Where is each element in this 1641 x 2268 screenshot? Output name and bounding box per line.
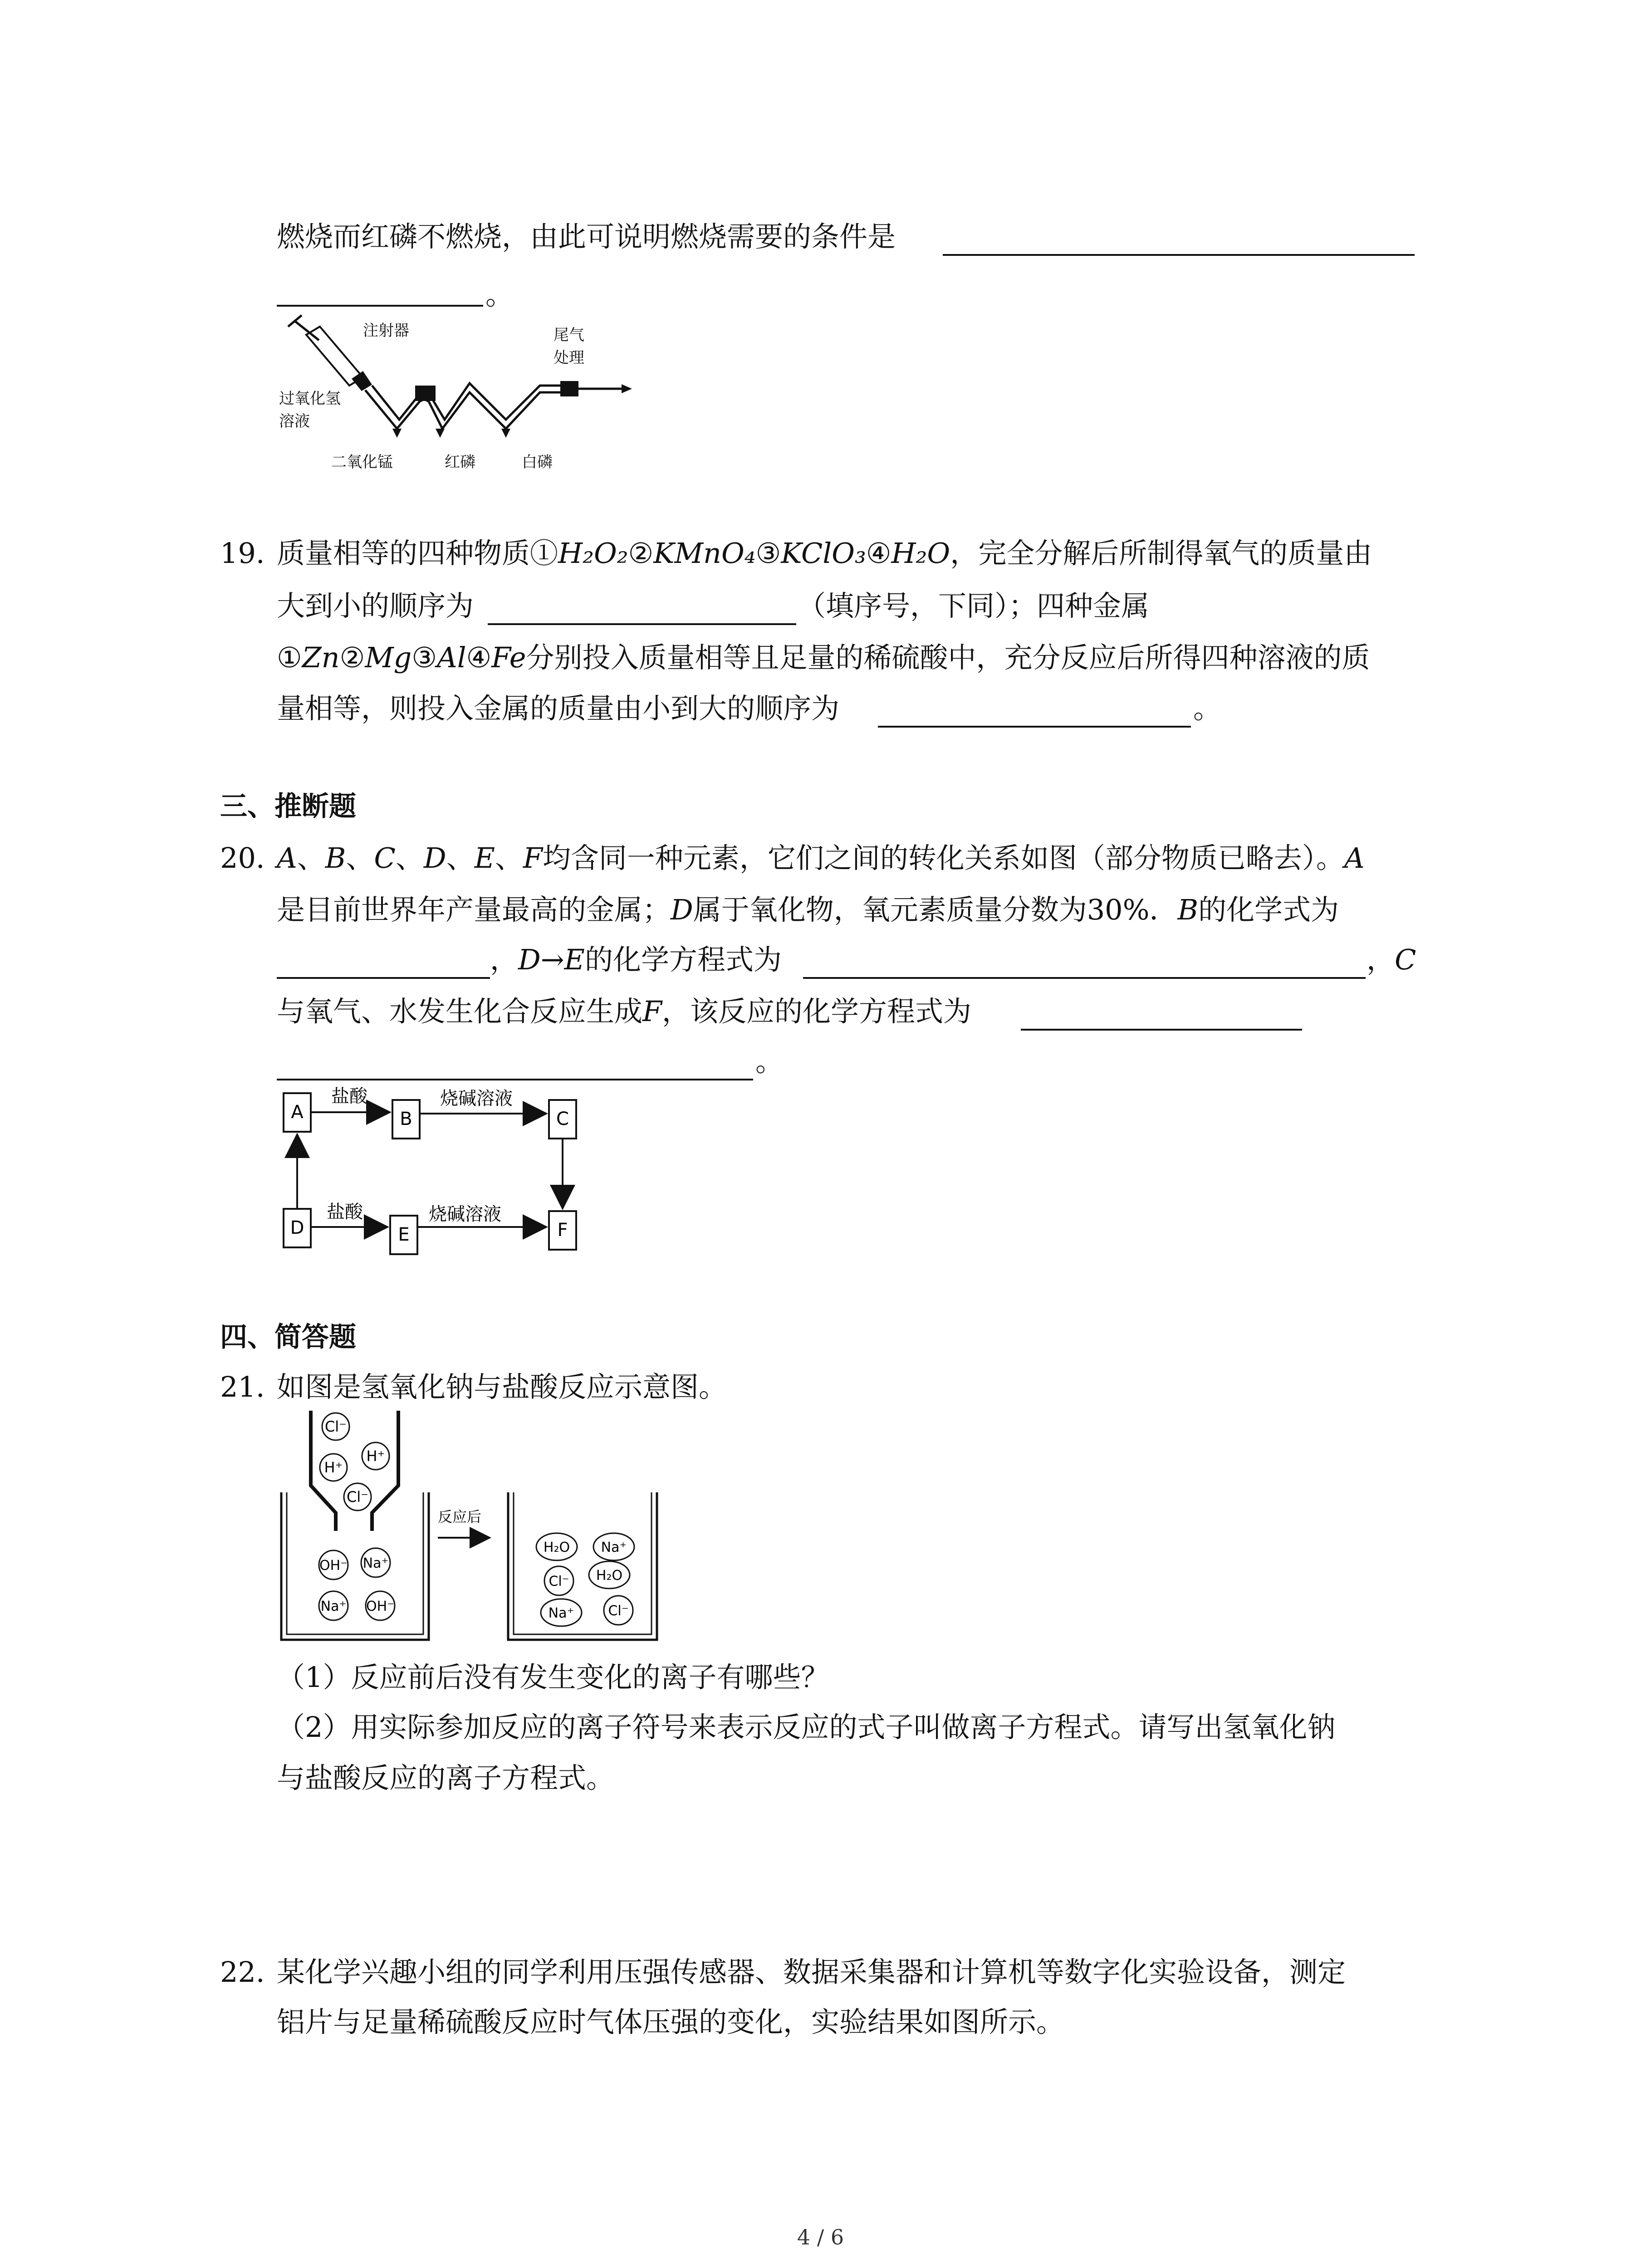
ion-na-3: Na⁺	[601, 1540, 627, 1555]
q21-sub-2: （2）用实际参加反应的离子符号来表示反应的式子叫做离子方程式。请写出氢氧化钠	[277, 1711, 1336, 1744]
ion-na-4: Na⁺	[548, 1605, 574, 1621]
q18-line2-end: 。	[485, 278, 514, 311]
q19-line2-a: 大到小的顺序为	[277, 589, 474, 622]
section-4-heading: 四、简答题	[220, 1321, 356, 1353]
q19-line4-a: 量相等，则投入金属的质量由小到大的顺序为	[277, 692, 840, 725]
label-tail-2: 处理	[554, 349, 584, 367]
beaker-right	[508, 1492, 657, 1640]
q19-answer-blank-2	[878, 726, 1191, 728]
ion-oh-2: OH⁻	[366, 1598, 395, 1614]
stopper-1	[415, 386, 436, 401]
page-number: 4 / 6	[797, 2225, 844, 2249]
arrow-label-hcl-2: 盐酸	[327, 1202, 363, 1222]
funnel-right-wall	[372, 1411, 398, 1531]
q19-line1: 质量相等的四种物质①H₂O₂②KMnO₄③KClO₃④H₂O，完全分解后所制得氧气的质量由	[277, 537, 1372, 570]
label-peroxide-1: 过氧化氢	[279, 390, 341, 408]
ion-h-1: H⁺	[324, 1459, 343, 1476]
q19-line4-b: 。	[1193, 692, 1222, 725]
q19-line2-b: （填序号，下同）；四种金属	[798, 589, 1150, 622]
label-syringe: 注射器	[363, 322, 409, 340]
q21-sub-1: （1）反应前后没有发生变化的离子有哪些？	[277, 1661, 829, 1694]
ion-cl-1: Cl⁻	[324, 1418, 347, 1435]
q22-line2: 铝片与足量稀硫酸反应时气体压强的变化，实验结果如图所示。	[277, 2005, 1065, 2038]
q20-line5-end: 。	[755, 1045, 784, 1078]
arrow-label-after-reaction: 反应后	[438, 1508, 482, 1525]
ion-cl-3: Cl⁻	[549, 1574, 569, 1589]
ion-cl-2: Cl⁻	[346, 1488, 369, 1505]
label-white-phosphorus: 白磷	[522, 453, 553, 471]
q18-line1: 燃烧而红磷不燃烧，由此可说明燃烧需要的条件是	[277, 220, 896, 253]
syringe-icon	[288, 315, 372, 391]
q20-line1: A、B、C、D、E、F均含同一种元素，它们之间的转化关系如图（部分物质已略去）。A	[277, 841, 1365, 875]
ion-cl-4: Cl⁻	[608, 1603, 629, 1619]
ion-h-2: H⁺	[366, 1447, 385, 1465]
q20-line3-b: ，C	[1367, 943, 1416, 976]
q18-answer-blank-1	[943, 254, 1415, 256]
zigzag-tube	[365, 390, 565, 429]
box-c-label: C	[556, 1109, 569, 1129]
arrow-right-icon	[622, 384, 632, 393]
ion-oh-1: OH⁻	[319, 1558, 348, 1574]
label-tail-1: 尾气	[554, 326, 584, 344]
section-3-heading: 三、推断题	[220, 791, 356, 822]
q18-apparatus-diagram	[279, 313, 633, 481]
arrow-label-naoh-1: 烧碱溶液	[440, 1088, 513, 1109]
q20-answer-blank-2	[803, 977, 1366, 979]
q18-answer-blank-2	[277, 305, 483, 307]
q20-conversion-diagram	[274, 1080, 592, 1266]
ion-na-2: Na⁺	[320, 1598, 347, 1614]
q20-line3-a: ，D→E的化学方程式为	[490, 943, 782, 976]
ion-na-1: Na⁺	[362, 1555, 389, 1571]
arrow-label-hcl-1: 盐酸	[331, 1086, 367, 1107]
arrow-label-naoh-2: 烧碱溶液	[429, 1204, 501, 1225]
q22-number: 22.	[220, 1955, 265, 1989]
q19-number: 19.	[220, 537, 265, 570]
q21-number: 21.	[220, 1370, 265, 1403]
box-b-label: B	[400, 1109, 412, 1129]
q19-line3: ①Zn②Mg③Al④Fe分别投入质量相等且足量的稀硫酸中，充分反应后所得四种溶液的质	[277, 641, 1370, 674]
box-a-label: A	[291, 1102, 304, 1123]
q20-answer-blank-1	[277, 977, 490, 979]
box-f-label: F	[557, 1220, 568, 1241]
q21-sub-3: 与盐酸反应的离子方程式。	[277, 1761, 615, 1794]
label-peroxide-2: 溶液	[279, 412, 310, 430]
q19-answer-blank-1	[488, 623, 796, 625]
box-e-label: E	[398, 1224, 410, 1245]
stopper-2	[560, 381, 578, 396]
label-mno2: 二氧化锰	[331, 453, 393, 471]
q20-line2: 是目前世界年产量最高的金属；D属于氧化物，氧元素质量分数为30%．B的化学式为	[277, 893, 1339, 926]
q20-line4: 与氧气、水发生化合反应生成F，该反应的化学方程式为	[277, 995, 972, 1028]
molecule-h2o-1: H₂O	[543, 1540, 570, 1555]
q21-reaction-diagram	[277, 1411, 662, 1647]
q20-number: 20.	[220, 841, 265, 875]
q22-line1: 某化学兴趣小组的同学利用压强传感器、数据采集器和计算机等数字化实验设备，测定	[277, 1955, 1346, 1989]
beaker-left	[281, 1492, 429, 1640]
q20-answer-blank-3	[1021, 1029, 1302, 1031]
box-d-label: D	[290, 1217, 304, 1238]
molecule-h2o-2: H₂O	[596, 1568, 623, 1584]
q21-text: 如图是氢氧化钠与盐酸反应示意图。	[277, 1370, 727, 1403]
label-red-phosphorus: 红磷	[445, 453, 475, 471]
